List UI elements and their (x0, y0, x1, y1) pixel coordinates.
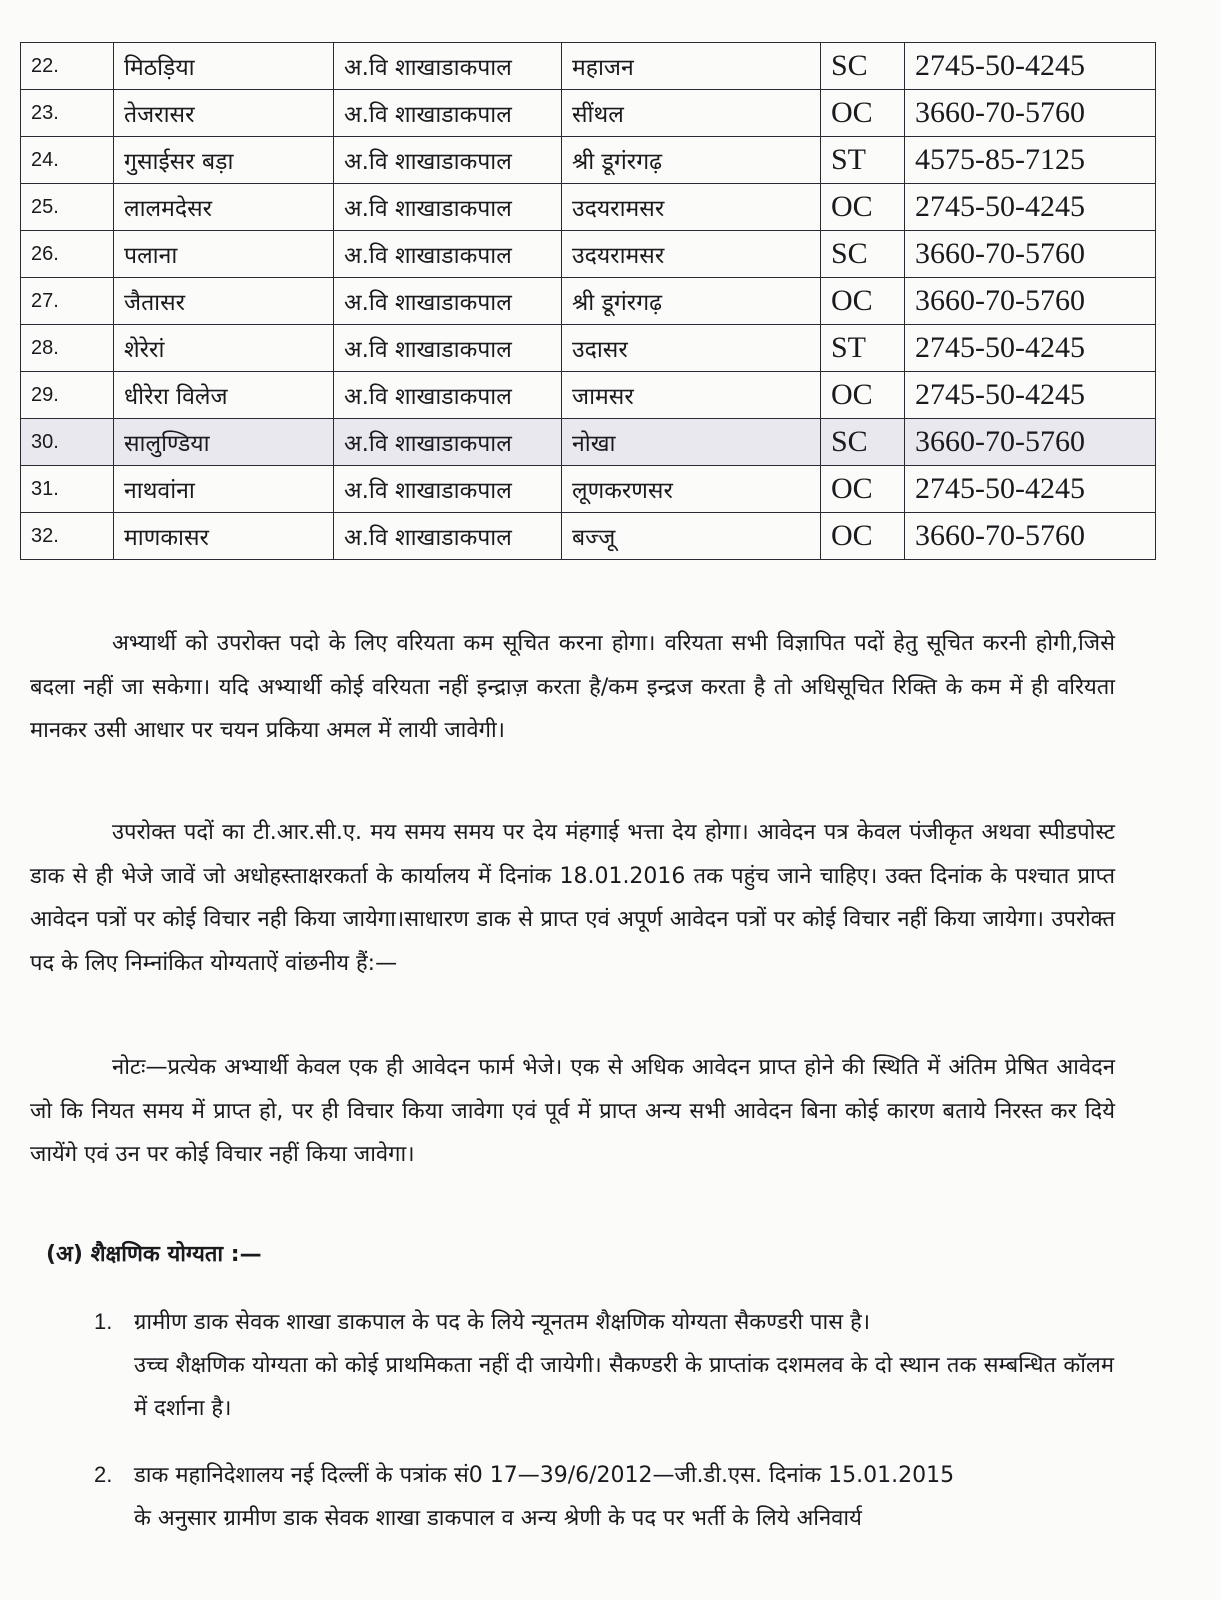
pay-scale-cell: 2745-50-4245 (905, 43, 1156, 90)
village-cell: तेजरासर (114, 90, 334, 137)
account-office-cell: श्री डूगंरगढ़ (562, 137, 821, 184)
post-cell: अ.वि शाखाडाकपाल (334, 513, 562, 560)
list-number: 1. (94, 1309, 113, 1334)
pay-scale-cell: 2745-50-4245 (905, 184, 1156, 231)
table-row (21, 184, 1156, 231)
pay-scale-cell: 3660-70-5760 (905, 231, 1156, 278)
pay-scale-cell: 3660-70-5760 (905, 513, 1156, 560)
post-cell: अ.वि शाखाडाकपाल (334, 278, 562, 325)
post-cell: अ.वि शाखाडाकपाल (334, 325, 562, 372)
account-office-cell: उदयरामसर (562, 184, 821, 231)
pay-scale-cell: 4575-85-7125 (905, 137, 1156, 184)
post-cell: अ.वि शाखाडाकपाल (334, 372, 562, 419)
pay-scale-cell: 2745-50-4245 (905, 325, 1156, 372)
category-cell: SC (821, 419, 905, 466)
post-cell: अ.वि शाखाडाकपाल (334, 90, 562, 137)
village-cell: नाथवांना (114, 466, 334, 513)
pay-scale-cell: 2745-50-4245 (905, 372, 1156, 419)
account-office-cell: लूणकरणसर (562, 466, 821, 513)
pay-scale-cell: 3660-70-5760 (905, 419, 1156, 466)
paragraph-application (30, 811, 1115, 985)
serial-number-cell: 26. (21, 231, 114, 278)
table-row (21, 466, 1156, 513)
village-cell: सालुण्डिया (114, 419, 334, 466)
post-cell: अ.वि शाखाडाकपाल (334, 184, 562, 231)
post-cell: अ.वि शाखाडाकपाल (334, 43, 562, 90)
account-office-cell: उदयरामसर (562, 231, 821, 278)
table-row (21, 278, 1156, 325)
serial-number-cell: 32. (21, 513, 114, 560)
category-cell: SC (821, 231, 905, 278)
pay-scale-cell: 2745-50-4245 (905, 466, 1156, 513)
table-row (21, 325, 1156, 372)
list-text: डाक महानिदेशालय नई दिल्लीं के पत्रांक सं0 17—39/6/2012—जी.डी.एस. दिनांक 15.01.2015 (134, 1463, 955, 1488)
table-row (21, 231, 1156, 278)
village-cell: माणकासर (114, 513, 334, 560)
serial-number-cell: 31. (21, 466, 114, 513)
account-office-cell: श्री डूगंरगढ़ (562, 278, 821, 325)
village-cell: मिठड़िया (114, 43, 334, 90)
village-cell: जैतासर (114, 278, 334, 325)
category-cell: SC (821, 43, 905, 90)
serial-number-cell: 22. (21, 43, 114, 90)
village-cell: शेरेरां (114, 325, 334, 372)
paragraph-note (30, 1046, 1115, 1177)
table-row (21, 43, 1156, 90)
category-cell: OC (821, 90, 905, 137)
serial-number-cell: 30. (21, 419, 114, 466)
paragraph-text: अभ्यार्थी को उपरोक्त पदो के लिए वरियता कम सूचित करना होगा। वरियता सभी विज्ञापित पदों हेतु सूचित करनी होगी,जिसे बदला नहीं जा सकेगा। यदि अभ्यार्थी कोई वरियता नहीं इन्द्राज़ करता है/कम इन्द्रज करता है तो अधिसूचित रिक्ति के कम में ही वरियता मानकर उसी आधार पर चयन प्रकिया अमल में लायी जावेगी। (30, 631, 1115, 743)
list-item (94, 1300, 1114, 1430)
category-cell: OC (821, 513, 905, 560)
village-cell: धीरेरा विलेज (114, 372, 334, 419)
paragraph-text: नोटः—प्रत्येक अभ्यार्थी केवल एक ही आवेदन फार्म भेजे। एक से अधिक आवेदन प्राप्त होने की स्थिति में अंतिम प्रेषित आवेदन जो कि नियत समय में प्राप्त हो, पर ही विचार किया जावेगा एवं पूर्व में प्राप्त अन्य सभी आवेदन बिना कोई कारण बताये निरस्त कर दिये जायेंगे एवं उन पर कोई विचार नहीं किया जावेगा। (30, 1055, 1115, 1167)
pay-scale-cell: 3660-70-5760 (905, 90, 1156, 137)
list-item (94, 1453, 1114, 1540)
section-heading: (अ) शैक्षणिक योग्यता :— (46, 1242, 262, 1267)
vacancy-table (20, 42, 1156, 560)
village-cell: लालमदेसर (114, 184, 334, 231)
serial-number-cell: 27. (21, 278, 114, 325)
pay-scale-cell: 3660-70-5760 (905, 278, 1156, 325)
table-row (21, 513, 1156, 560)
list-text: के अनुसार ग्रामीण डाक सेवक शाखा डाकपाल व अन्य श्रेणी के पद पर भर्ती के लिये अनिवार्य (134, 1506, 862, 1531)
post-cell: अ.वि शाखाडाकपाल (334, 419, 562, 466)
paragraph-preference (30, 622, 1115, 753)
account-office-cell: महाजन (562, 43, 821, 90)
post-cell: अ.वि शाखाडाकपाल (334, 466, 562, 513)
account-office-cell: सींथल (562, 90, 821, 137)
category-cell: OC (821, 278, 905, 325)
account-office-cell: उदासर (562, 325, 821, 372)
table-row (21, 90, 1156, 137)
account-office-cell: बज्जू (562, 513, 821, 560)
table-row (21, 372, 1156, 419)
table-row (21, 419, 1156, 466)
list-text: उच्च शैक्षणिक योग्यता को कोई प्राथमिकता नहीं दी जायेगी। सैकण्डरी के प्राप्तांक दशमलव के दो स्थान तक सम्बन्धित कॉलम में दर्शाना है। (134, 1353, 1114, 1421)
table-row (21, 137, 1156, 184)
category-cell: OC (821, 184, 905, 231)
serial-number-cell: 28. (21, 325, 114, 372)
category-cell: OC (821, 466, 905, 513)
category-cell: ST (821, 137, 905, 184)
serial-number-cell: 24. (21, 137, 114, 184)
serial-number-cell: 23. (21, 90, 114, 137)
category-cell: OC (821, 372, 905, 419)
list-number: 2. (94, 1462, 113, 1487)
post-cell: अ.वि शाखाडाकपाल (334, 137, 562, 184)
village-cell: पलाना (114, 231, 334, 278)
category-cell: ST (821, 325, 905, 372)
list-text: ग्रामीण डाक सेवक शाखा डाकपाल के पद के लिये न्यूनतम शैक्षणिक योग्यता सैकण्डरी पास है। (134, 1310, 871, 1335)
village-cell: गुसाईसर बड़ा (114, 137, 334, 184)
post-cell: अ.वि शाखाडाकपाल (334, 231, 562, 278)
serial-number-cell: 25. (21, 184, 114, 231)
paragraph-text: उपरोक्त पदों का टी.आर.सी.ए. मय समय समय पर देय मंहगाई भत्ता देय होगा। आवेदन पत्र केवल पंजीकृत अथवा स्पीडपोस्ट डाक से ही भेजे जावें जो अधोहस्ताक्षरकर्ता के कार्यालय में दिनांक 18.01.2016 तक पहुंच जाने चाहिए। उक्त दिनांक के पश्चात प्राप्त आवेदन पत्रों पर कोई विचार नही किया जायेगा।साधारण डाक से प्राप्त एवं अपूर्ण आवेदन पत्रों पर कोई विचार नहीं किया जायेगा। उपरोक्त पद के लिए निम्नांकित योग्यताऐं वांछनीय हैं:— (30, 820, 1115, 976)
account-office-cell: जामसर (562, 372, 821, 419)
serial-number-cell: 29. (21, 372, 114, 419)
account-office-cell: नोखा (562, 419, 821, 466)
